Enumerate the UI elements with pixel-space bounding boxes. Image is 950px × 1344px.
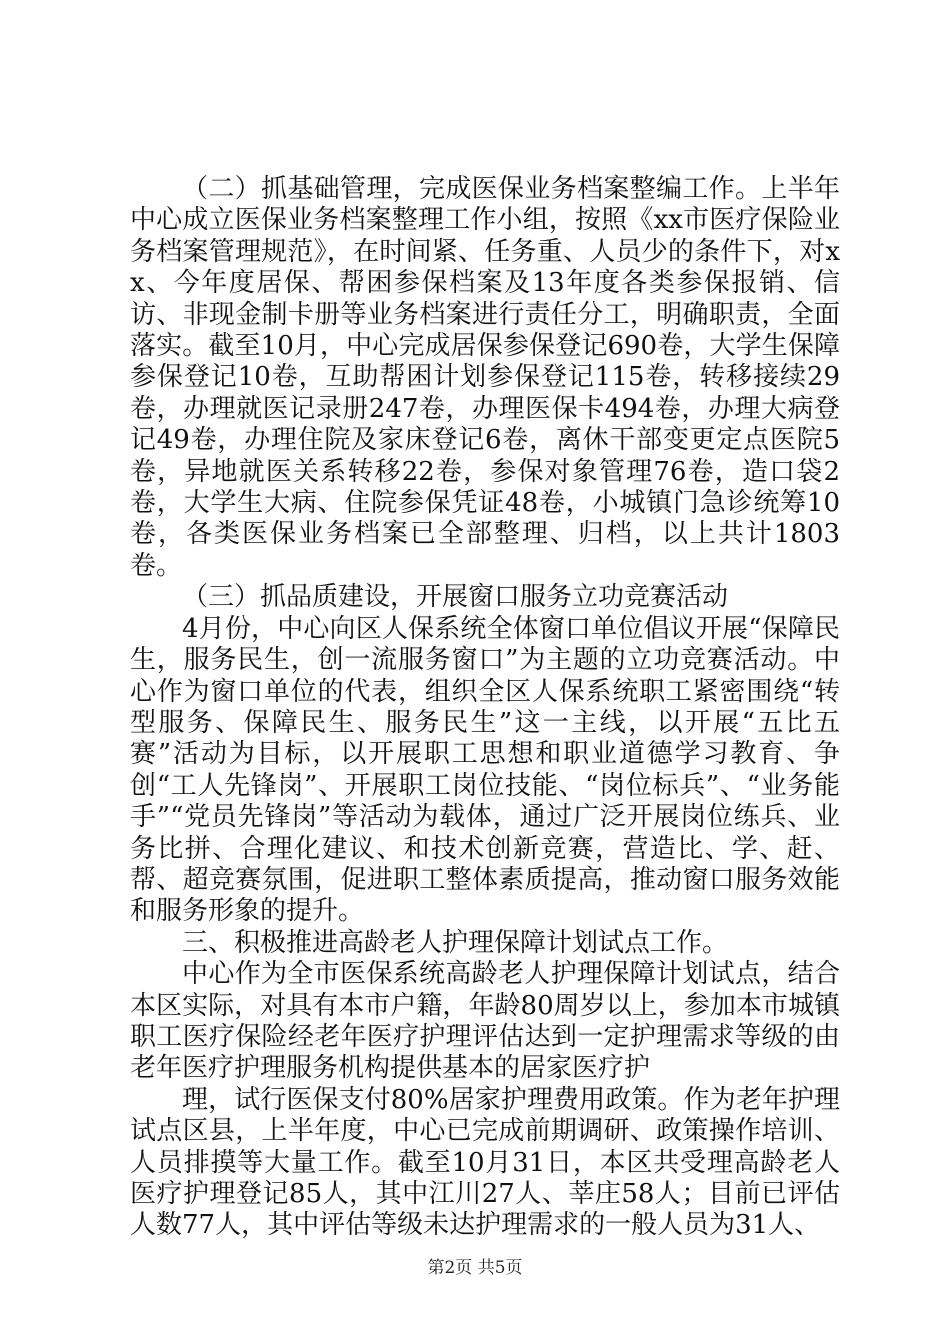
section-heading-elderly-care: 三、积极推进高龄老人护理保障计划试点工作。	[182, 927, 729, 958]
paragraph-elderly-care-pilot: 中心作为全市医保系统高龄老人护理保障计划试点，结合本区实际，对具有本市户籍，年龄80周岁以上，参加本市城镇职工医疗保险经老年医疗护理评估达到一定护理需求等级的由老年医疗护理服务机构提供基本的居家医疗护	[130, 959, 840, 1084]
document-body	[130, 174, 840, 1242]
paragraph-service-competition: 4月份，中心向区人保系统全体窗口单位倡议开展“保障民生，服务民生，创一流服务窗口”为主题的立功竞赛活动。中心作为窗口单位的代表，组织全区人保系统职工紧密围绕“转型服务、保障民生、服务民生”这一主线，以开展“五比五赛”活动为目标，以开展职工思想和职业道德学习教育、争创“工人先锋岗”、开展职工岗位技能、“岗位标兵”、“业务能手”“党员先锋岗”等活动为载体，通过广泛开展岗位练兵、业务比拼、合理化建议、和技术创新竞赛，营造比、学、赶、帮、超竞赛氛围，促进职工整体素质提高，推动窗口服务效能和服务形象的提升。	[130, 613, 840, 927]
paragraph-archive-management: （二）抓基础管理，完成医保业务档案整编工作。上半年中心成立医保业务档案整理工作小组，按照《xx市医疗保险业务档案管理规范》，在时间紧、任务重、人员少的条件下，对xx、今年度居保、帮困参保档案及13年度各类参保报销、信访、非现金制卡册等业务档案进行责任分工，明确职责，全面落实。截至10月，中心完成居保参保登记690卷，大学生保障参保登记10卷，互助帮困计划参保登记115卷，转移接续29卷，办理就医记录册247卷，办理医保卡494卷，办理大病登记49卷，办理住院及家床登记6卷，离休干部变更定点医院5卷，异地就医关系转移22卷，参保对象管理76卷，造口袋2卷，大学生大病、住院参保凭证48卷，小城镇门急诊统筹10卷，各类医保业务档案已全部整理、归档，以上共计1803卷。	[130, 174, 840, 581]
paragraph-elderly-care-results: 理，试行医保支付80%居家护理费用政策。作为老年护理试点区县，上半年度，中心已完成前期调研、政策操作培训、人员排摸等大量工作。截至10月31日，本区共受理高龄老人医疗护理登记85人，其中江川27人、莘庄58人；目前已评估人数77人，其中评估等级未达护理需求的一般人员为31人、	[130, 1084, 840, 1241]
paragraph-quality-heading: （三）抓品质建设，开展窗口服务立功竞赛活动	[182, 582, 729, 613]
page-number-footer: 第2页 共5页	[427, 1258, 523, 1278]
